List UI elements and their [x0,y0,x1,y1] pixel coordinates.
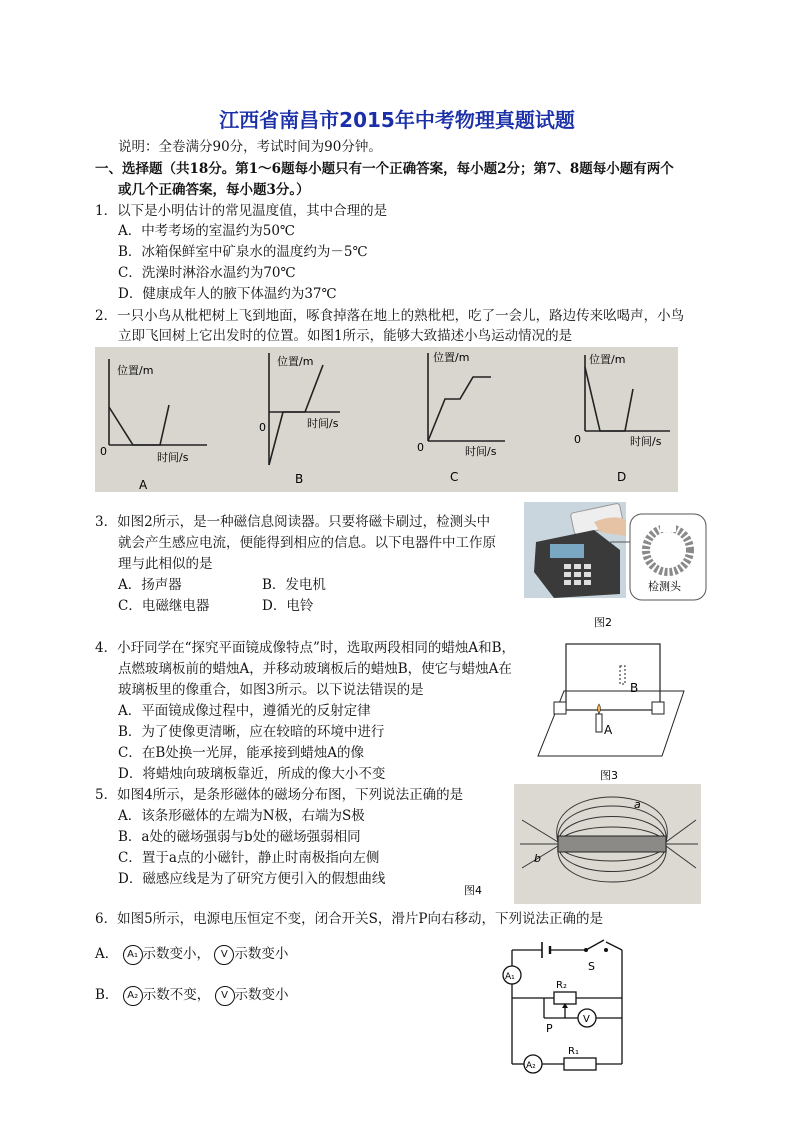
q2-stem-line2: 立即飞回树上它出发时的位置。如图1所示，能够大致描述小鸟运动情况的是 [118,328,573,344]
resistor-r1 [564,1058,596,1070]
candle-b-label: B [630,681,639,695]
q6-option-b-end: 示数变小 [234,987,289,1003]
detector-label: 检测头 [648,580,681,593]
figure-4-magnet-field [462,784,702,904]
card-reader-screen [550,544,584,558]
resistor-r2 [554,992,576,1004]
point-b-label: b [534,852,541,865]
q3-stem-line3: 理与此相似的是 [118,556,213,572]
q4-stem-line2: 点燃玻璃板前的蜡烛A，并移动玻璃板后的蜡烛B，使它与蜡烛A在 [118,661,512,677]
ammeter-a2-icon: A₂ [123,986,143,1006]
resistor-r2-label: R₂ [556,980,567,991]
switch-s [586,940,604,950]
q2-stem-line1: 2．一只小鸟从枇杷树上飞到地面，啄食掉落在地上的熟枇杷，吃了一会儿，路边传来吆喝声，小鸟 [95,308,685,324]
figure-1-position-time-graphs [95,347,678,492]
graph-a-label: A [139,478,148,492]
graph-d-ylabel: 位置/m [589,353,626,366]
switch-label: S [588,960,595,973]
voltmeter-label: V [583,1014,590,1025]
candle-a-label: A [604,723,613,737]
q3-stem-line2: 就会产生感应电流，便能得到相应的信息。以下电器件中工作原 [118,535,496,551]
q3-option-b: B．发电机 [262,577,326,593]
graph-c-ylabel: 位置/m [433,351,470,364]
switch-contact [604,948,608,952]
q6-option-a-mid: 示数变小， [142,946,211,962]
graph-c-xlabel: 时间/s [465,445,497,458]
candle-a-flame [598,704,601,714]
voltmeter-icon-b: V [215,986,235,1006]
q1-option-b: B．冰箱保鲜室中矿泉水的温度约为－5℃ [118,244,368,260]
q3-stem-line1: 3．如图2所示，是一种磁信息阅读器。只要将磁卡刷过，检测头中 [95,514,491,530]
graph-b-label: B [295,472,304,486]
graph-b-origin: 0 [259,421,266,434]
exam-note: 说明：全卷满分90分，考试时间为90分钟。 [118,139,382,155]
graph-b-xlabel: 时间/s [307,417,339,430]
graph-c-label: C [450,470,459,484]
ammeter-a1-label: A₁ [505,972,515,982]
graph-b-ylabel: 位置/m [277,355,314,368]
q6-option-a-end: 示数变小 [234,946,289,962]
q4-option-a: A．平面镜成像过程中，遵循光的反射定律 [118,703,371,719]
voltmeter-icon: V [214,945,234,965]
q1-option-d: D．健康成年人的腋下体温约为37℃ [118,286,337,302]
q5-option-a: A．该条形磁体的左端为N极，右端为S极 [118,808,365,824]
q4-option-c: C．在B处换一光屏，能承接到蜡烛A的像 [118,745,364,761]
figure-5-circuit [496,936,634,1078]
graph-a-ylabel: 位置/m [117,364,154,377]
q3-option-a: A．扬声器 [118,577,182,593]
q4-stem-line3: 玻璃板里的像重合，如图3所示。以下说法错误的是 [118,682,424,698]
graph-a-origin: 0 [100,445,107,458]
section-heading-line2: 或几个正确答案，每小题3分。） [118,182,310,198]
graph-a-xlabel: 时间/s [157,451,189,464]
q1-stem: 1．以下是小明估计的常见温度值，其中合理的是 [95,203,388,219]
figure-2-card-reader [524,502,708,628]
ammeter-a1-icon: A₁ [123,945,143,965]
q6-option-b [95,985,289,1006]
q1-option-c: C．洗澡时淋浴水温约为70℃ [118,265,296,281]
q1-option-a: A．中考考场的室温约为50℃ [118,223,296,239]
figure-1-photo-bg [95,347,678,492]
figure-2-caption: 图2 [594,616,612,628]
bar-magnet [558,836,666,852]
graph-d-xlabel: 时间/s [630,435,662,448]
section-heading-line1: 一、选择题（共18分。第1～6题每小题只有一个正确答案，每小题2分；第7、8题每小题有两个 [95,161,674,177]
figure-4-caption: 图4 [464,884,482,897]
plate-stand-left [554,702,566,714]
point-a-label: a [634,798,641,811]
plate-stand-right [652,702,664,714]
q5-option-d: D．磁感应线是为了研究方便引入的假想曲线 [118,871,386,887]
q6-stem: 6．如图5所示，电源电压恒定不变，闭合开关S，滑片P向右移动，下列说法正确的是 [95,911,604,927]
q6-option-b-prefix: B． [95,987,119,1003]
detector-gap [660,524,676,532]
q4-stem-line1: 4．小玗同学在“探究平面镜成像特点”时，选取两段相同的蜡烛A和B， [95,640,516,656]
q5-option-c: C．置于a点的小磁针，静止时南极指向左侧 [118,850,380,866]
candle-b [620,666,625,684]
q4-option-b: B．为了使像更清晰，应在较暗的环境中进行 [118,724,385,740]
q3-option-c: C．电磁继电器 [118,598,210,614]
q6-option-a [95,944,288,965]
q5-option-b: B．a处的磁场强弱与b处的磁场强弱相同 [118,829,361,845]
q5-stem: 5．如图4所示，是条形磁体的磁场分布图，下列说法正确的是 [95,787,464,803]
graph-d-label: D [617,470,627,484]
graph-d-origin: 0 [574,433,581,446]
q6-option-b-mid: 示数不变， [142,987,211,1003]
graph-c-origin: 0 [417,441,424,454]
figure-3-plane-mirror [534,636,696,781]
q4-option-d: D．将蜡烛向玻璃板靠近，所成的像大小不变 [118,766,386,782]
resistor-r1-label: R₁ [568,1046,579,1057]
figure-3-caption: 图3 [600,769,618,781]
glass-plate [566,644,660,710]
page-title: 江西省南昌市2015年中考物理真题试题 [219,108,575,132]
ammeter-a2-label: A₂ [526,1061,536,1071]
slider-p-label: P [546,1022,553,1035]
q6-option-a-prefix: A． [95,946,119,962]
candle-a [596,714,602,732]
q3-option-d: D．电铃 [262,598,314,614]
card-reader-keypad [564,564,591,585]
